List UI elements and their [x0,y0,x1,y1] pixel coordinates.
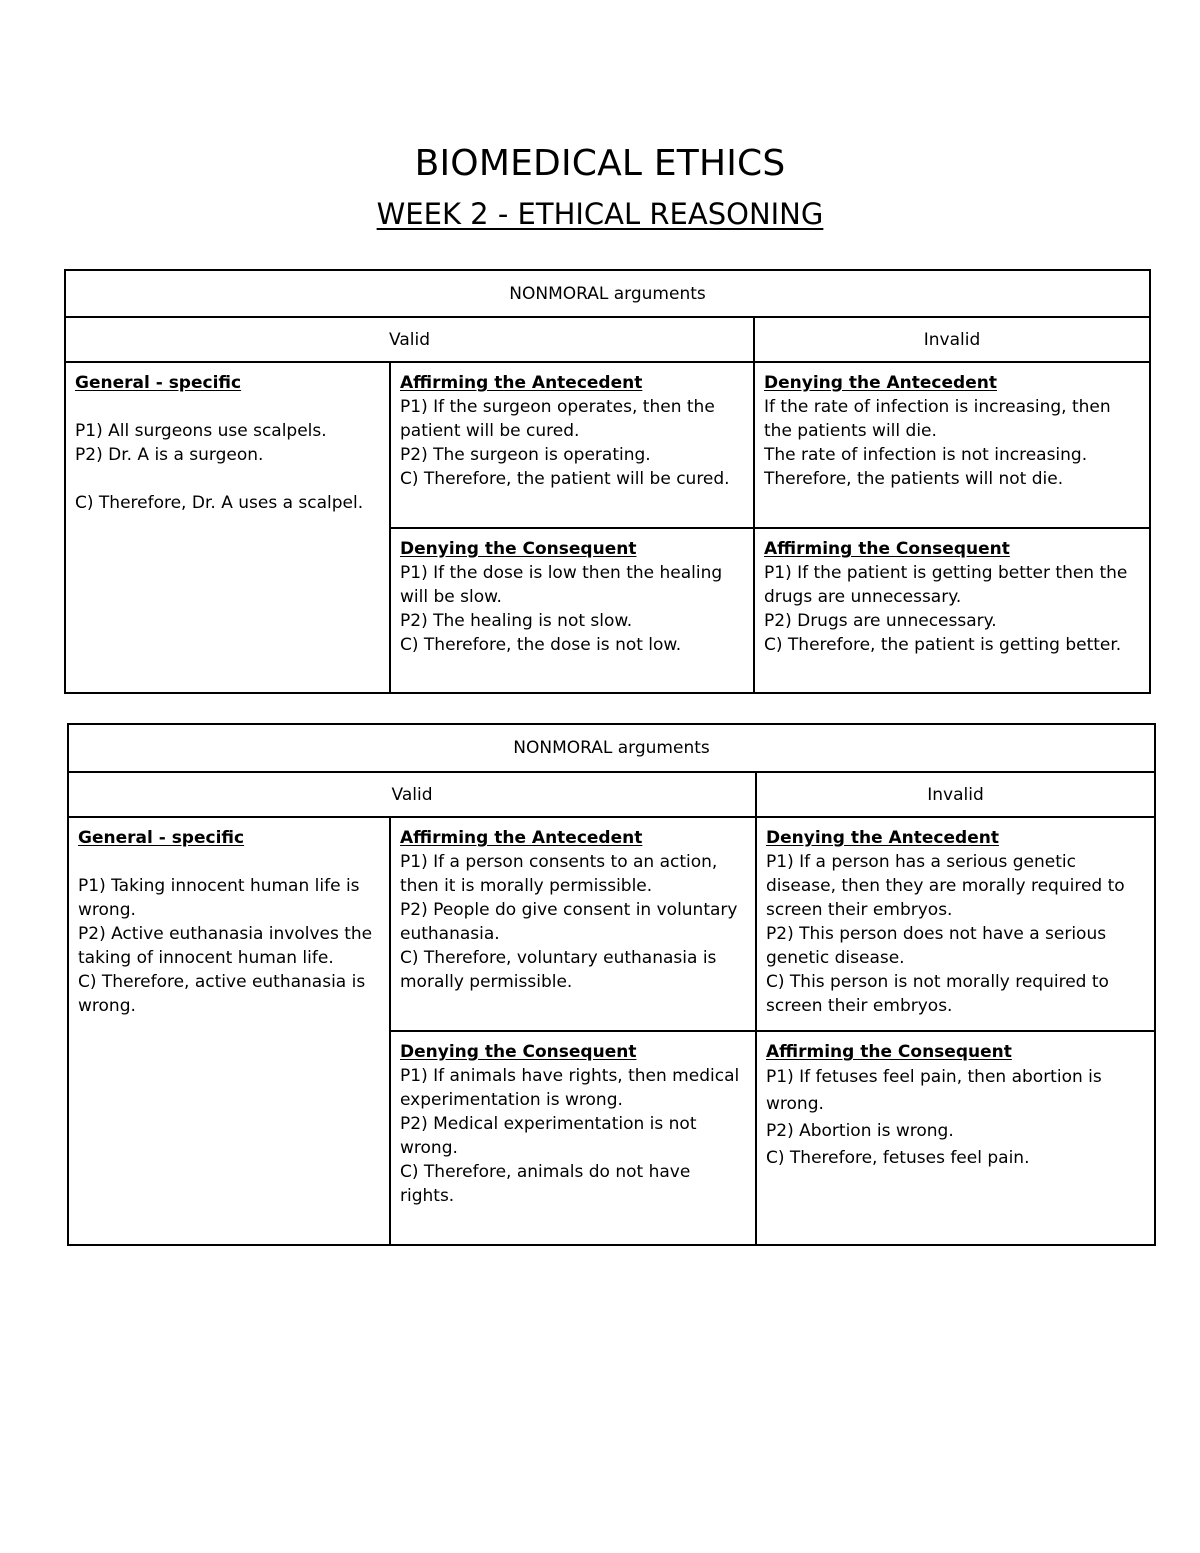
argument-line: P2) Drugs are unnecessary. [764,611,997,631]
document-subtitle-text: WEEK 2 - ETHICAL REASONING [376,197,824,231]
argument-line: P2) The surgeon is operating. [400,445,651,465]
cell-heading: Denying the Consequent [400,539,637,559]
cell-heading: Affirming the Antecedent [400,828,643,848]
invalid-column-header: Invalid [754,317,1150,362]
argument-line: P1) If a person has a serious genetic disease, then they are morally required to screen their embryos. [766,852,1125,920]
premise-2: P2) Active euthanasia involves the taking of innocent human life. [78,924,373,968]
premise-2: P2) Dr. A is a surgeon. [75,445,264,465]
cell-heading: Denying the Antecedent [766,828,999,848]
argument-line: P2) People do give consent in voluntary euthanasia. [400,900,738,944]
argument-line: C) Therefore, the dose is not low. [400,635,682,655]
affirming-antecedent-cell [390,817,756,1031]
cell-heading: Affirming the Consequent [766,1042,1012,1062]
affirming-consequent-cell [754,528,1150,693]
cell-heading: Denying the Consequent [400,1042,637,1062]
document-subtitle [0,194,1200,234]
argument-line: P1) If a person consents to an action, then it is morally permissible. [400,852,718,896]
denying-antecedent-cell [754,362,1150,528]
affirming-antecedent-cell [390,362,754,528]
denying-antecedent-cell [756,817,1155,1031]
conclusion: C) Therefore, active euthanasia is wrong. [78,972,366,1016]
argument-line: P1) If the patient is getting better then the drugs are unnecessary. [764,563,1128,607]
argument-line: C) Therefore, the patient will be cured. [400,469,730,489]
cell-heading: General - specific [75,373,242,393]
denying-consequent-cell [390,528,754,693]
argument-line: P1) If animals have rights, then medical experimentation is wrong. [400,1066,740,1110]
argument-line: P1) If the dose is low then the healing will be slow. [400,563,723,607]
argument-line: P1) If the surgeon operates, then the patient will be cured. [400,397,715,441]
valid-column-header: Valid [65,317,754,362]
conclusion: C) Therefore, Dr. A uses a scalpel. [75,493,364,513]
argument-line: Therefore, the patients will not die. [764,469,1064,489]
argument-line: P2) This person does not have a serious genetic disease. [766,924,1107,968]
valid-column-header: Valid [68,772,756,817]
cell-heading: Affirming the Consequent [764,539,1010,559]
argument-line: C) Therefore, animals do not have rights. [400,1162,691,1206]
denying-consequent-cell [390,1031,756,1245]
affirming-consequent-cell [756,1031,1155,1245]
premise-1: P1) All surgeons use scalpels. [75,421,327,441]
premise-1: P1) Taking innocent human life is wrong. [78,876,360,920]
argument-table-2 [67,723,1156,1246]
general-specific-cell [68,817,390,1245]
argument-line: P2) Medical experimentation is not wrong. [400,1114,697,1158]
cell-heading: Denying the Antecedent [764,373,997,393]
argument-table-1 [64,269,1151,694]
argument-line: C) Therefore, the patient is getting better. [764,635,1122,655]
argument-line: P2) Abortion is wrong. [766,1121,954,1141]
argument-line: C) Therefore, voluntary euthanasia is morally permissible. [400,948,717,992]
table-header: NONMORAL arguments [65,270,1150,317]
argument-line: The rate of infection is not increasing. [764,445,1088,465]
invalid-column-header: Invalid [756,772,1155,817]
cell-heading: Affirming the Antecedent [400,373,643,393]
table-header: NONMORAL arguments [68,724,1155,772]
argument-line: If the rate of infection is increasing, then the patients will die. [764,397,1111,441]
argument-line: P1) If fetuses feel pain, then abortion is wrong. [766,1067,1102,1114]
general-specific-cell [65,362,390,693]
argument-line: P2) The healing is not slow. [400,611,633,631]
cell-heading: General - specific [78,828,245,848]
argument-line: C) This person is not morally required to screen their embryos. [766,972,1109,1016]
document-title: BIOMEDICAL ETHICS [414,143,786,184]
argument-line: C) Therefore, fetuses feel pain. [766,1148,1030,1168]
